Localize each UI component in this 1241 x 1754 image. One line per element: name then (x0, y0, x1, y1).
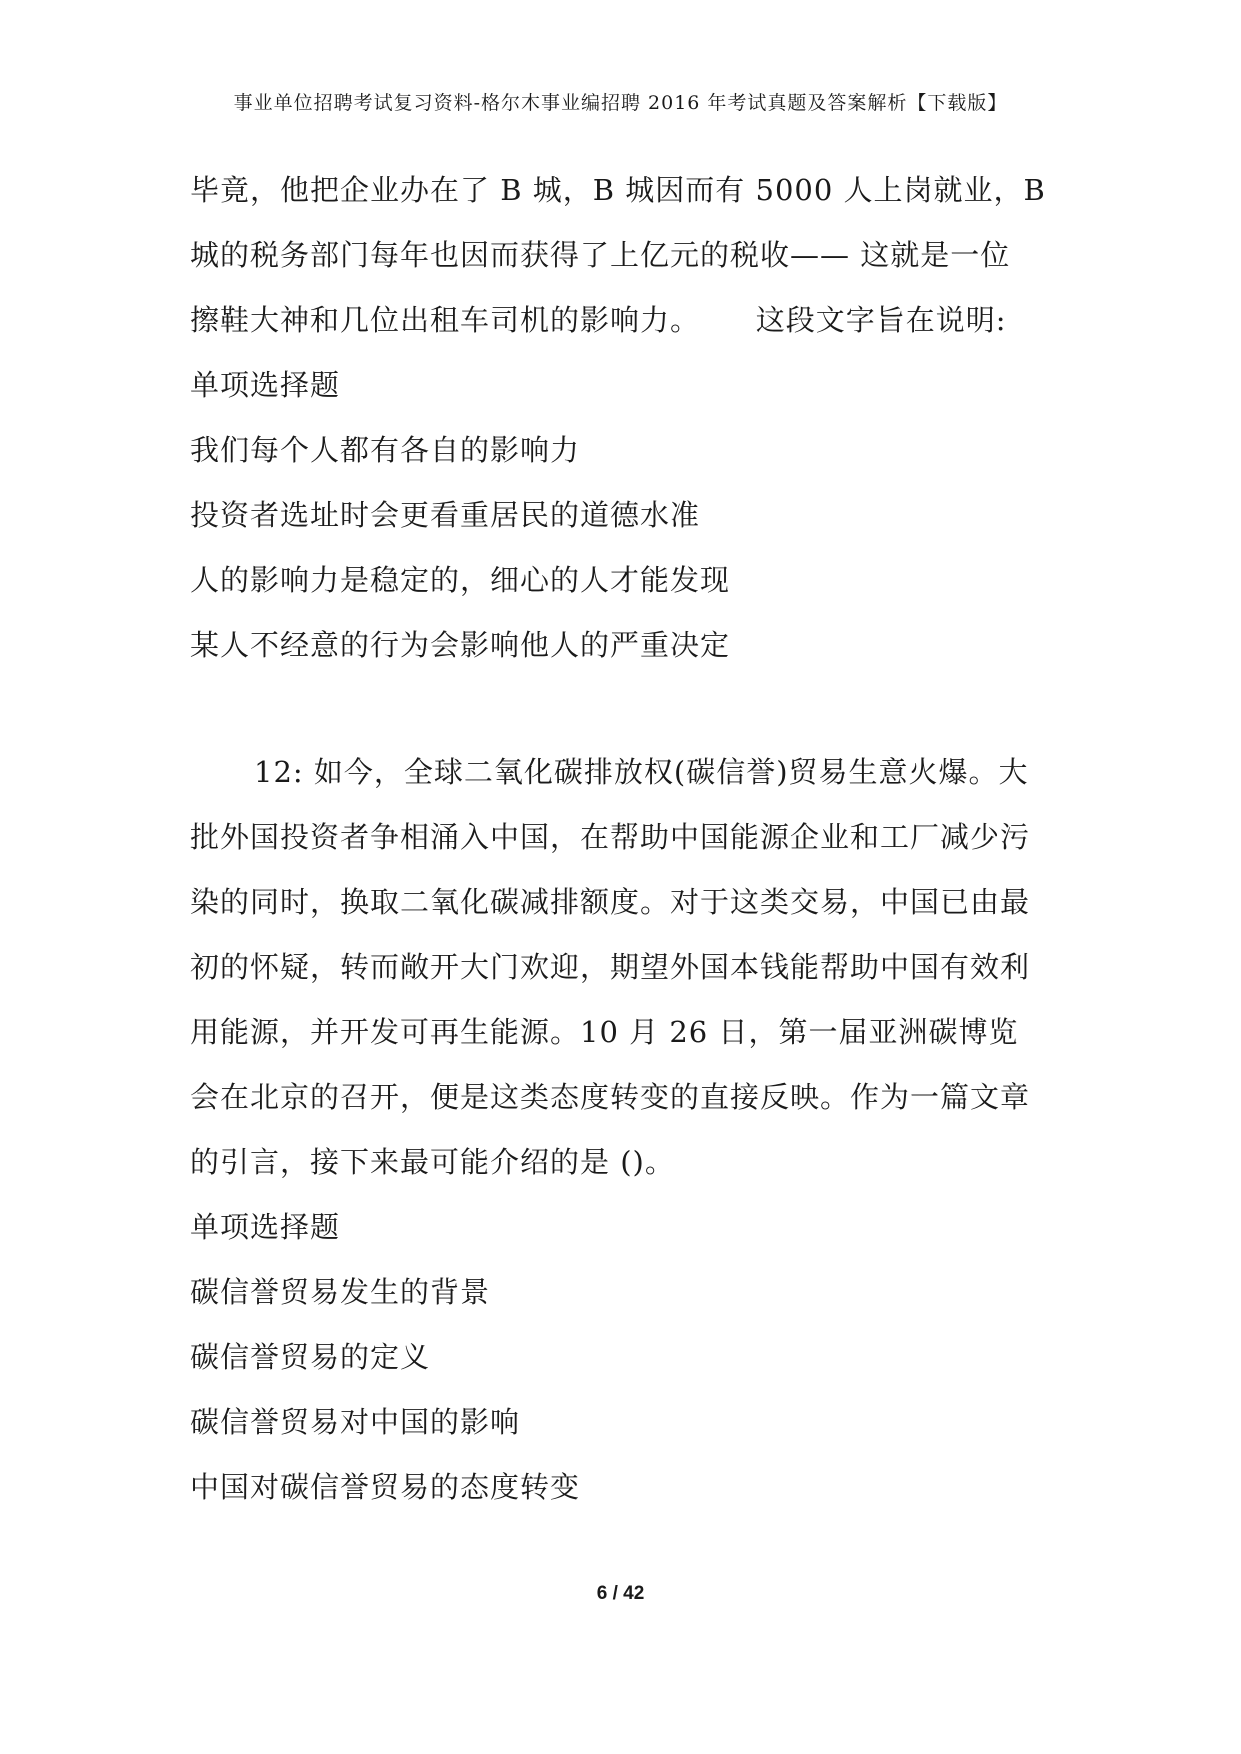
q11-option: 投资者选址时会更看重居民的道德水准 (190, 498, 701, 532)
q12-option: 中国对碳信誉贸易的态度转变 (190, 1470, 581, 1504)
page-header: 事业单位招聘考试复习资料-格尔木事业编招聘 2016 年考试真题及答案解析【下载版】 (233, 92, 1008, 114)
q12-text-line: 初的怀疑，转而敞开大门欢迎，期望外国本钱能帮助中国有效利 (190, 950, 1031, 984)
q12-text-line: 批外国投资者争相涌入中国，在帮助中国能源企业和工厂减少污 (190, 820, 1031, 854)
q11-type-label: 单项选择题 (190, 368, 341, 402)
q12-text-line: 12: 如今，全球二氧化碳排放权(碳信誉)贸易生意火爆。大 (254, 755, 1029, 789)
document-body (190, 158, 1070, 1520)
section-gap (190, 678, 1070, 740)
q11-option: 某人不经意的行为会影响他人的严重决定 (190, 628, 731, 662)
q11-option: 我们每个人都有各自的影响力 (190, 433, 581, 467)
q11-option: 人的影响力是稳定的，细心的人才能发现 (190, 563, 731, 597)
q12-text-line: 染的同时，换取二氧化碳减排额度。对于这类交易，中国已由最 (190, 885, 1031, 919)
q11-text-line: 毕竟，他把企业办在了 B 城，B 城因而有 5000 人上岗就业，B (190, 173, 1046, 207)
q11-text-line: 城的税务部门每年也因而获得了上亿元的税收—— 这就是一位 (190, 238, 1011, 272)
q12-option: 碳信誉贸易的定义 (190, 1340, 431, 1374)
q12-text-line: 会在北京的召开，便是这类态度转变的直接反映。作为一篇文章 (190, 1080, 1031, 1114)
q12-type-label: 单项选择题 (190, 1210, 341, 1244)
q12-option: 碳信誉贸易发生的背景 (190, 1275, 491, 1309)
q11-text-line: 擦鞋大神和几位出租车司机的影响力。 这段文字旨在说明: (190, 303, 1007, 337)
q12-text-line: 用能源，并开发可再生能源。10 月 26 日，第一届亚洲碳博览 (190, 1015, 1019, 1049)
page-number: 6 / 42 (596, 1583, 645, 1604)
q12-text-line: 的引言，接下来最可能介绍的是 ()。 (190, 1145, 675, 1179)
q12-option: 碳信誉贸易对中国的影响 (190, 1405, 521, 1439)
